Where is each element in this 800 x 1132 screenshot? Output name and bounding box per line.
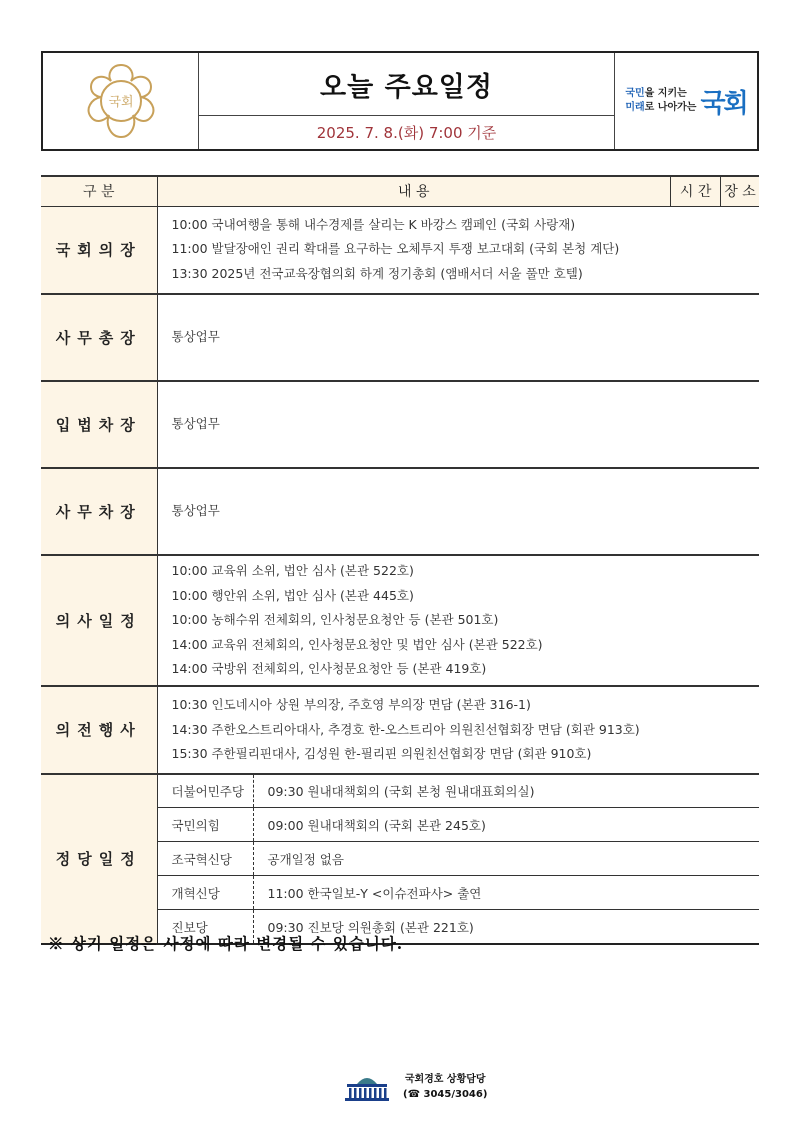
document-header (41, 51, 759, 151)
party-event: 09:00 원내대책회의 (국회 본관 245호) (253, 808, 759, 842)
content-cell (157, 206, 759, 294)
list-item: 13:30 2025년 전국교육장협의회 하계 정기총회 (앰배서더 서울 풀만 호텔) (171, 266, 583, 282)
disclaimer-note: ※ 상기 일정은 사정에 따라 변경될 수 있습니다. (48, 934, 404, 953)
col-header-content: 내 용 (157, 176, 671, 206)
party-row (41, 774, 759, 808)
slogan-logo: 국민을 지키는 미래로 나아가는 국회 (615, 53, 757, 149)
footer (343, 1072, 487, 1102)
table-row (41, 686, 759, 774)
party-event: 공개일정 없음 (253, 842, 759, 876)
national-assembly-emblem-icon (79, 59, 163, 143)
list-item: 14:30 주한오스트리아대사, 추경호 한-오스트리아 의원친선협회장 면담 (회관 913호) (171, 721, 640, 737)
table-row (41, 206, 759, 294)
party-name: 개혁신당 (157, 876, 253, 910)
list-item: 10:30 인도네시아 상원 부의장, 주호영 부의장 면담 (본관 316-1) (171, 697, 531, 713)
list-item: 14:00 국방위 전체회의, 인사청문요청안 등 (본관 419호) (171, 661, 487, 677)
footer-department: 국회경호 상황담당 (404, 1074, 486, 1085)
table-row (41, 294, 759, 381)
list-item: 10:00 국내여행을 통해 내수경제를 살리는 K 바캉스 캠페인 (국회 사랑재) (171, 216, 576, 232)
content-cell (157, 555, 759, 686)
category-cell: 입법차장 (41, 381, 157, 468)
table-row (41, 555, 759, 686)
content-cell: 통상업무 (157, 468, 759, 555)
party-event: 09:30 진보당 의원총회 (본관 221호) (253, 910, 759, 944)
content-cell: 통상업무 (157, 381, 759, 468)
content-cell (157, 686, 759, 774)
category-cell: 사무차장 (41, 468, 157, 555)
table-row (41, 468, 759, 555)
emblem-cell (43, 53, 199, 149)
party-name: 진보당 (157, 910, 253, 944)
content-cell: 통상업무 (157, 294, 759, 381)
col-header-category: 구 분 (41, 176, 157, 206)
slogan-brand: 국회 (700, 88, 747, 119)
col-header-time: 시 간 (671, 176, 721, 206)
party-name: 조국혁신당 (157, 842, 253, 876)
list-item: 14:00 교육위 전체회의, 인사청문요청안 및 법안 심사 (본관 522호) (171, 636, 543, 652)
table-row (41, 381, 759, 468)
reference-date: 2025. 7. 8.(화) 7:00 기준 (316, 124, 497, 142)
assembly-building-icon (343, 1072, 391, 1102)
table-header-row (41, 176, 759, 206)
category-cell: 국회의장 (41, 206, 157, 294)
party-name: 더불어민주당 (157, 774, 253, 808)
list-item: 10:00 교육위 소위, 법안 심사 (본관 522호) (171, 563, 414, 578)
page-title: 오늘 주요일정 (199, 53, 614, 116)
category-cell: 사무총장 (41, 294, 157, 381)
party-event: 11:00 한국일보-Y <이슈전파사> 출연 (253, 876, 759, 910)
schedule-table (41, 175, 759, 945)
category-cell: 의사일정 (41, 555, 157, 686)
list-item: 10:00 행안위 소위, 법안 심사 (본관 445호) (171, 587, 414, 603)
list-item: 11:00 발달장애인 권리 확대를 요구하는 오체투지 투쟁 보고대회 (국회 본청 계단) (171, 241, 620, 257)
category-cell: 의전행사 (41, 686, 157, 774)
col-header-place: 장 소 (721, 176, 759, 206)
list-item: 15:30 주한필리핀대사, 김성원 한-필리핀 의원친선협회장 면담 (회관 910호) (171, 746, 592, 762)
footer-phone: (☎ 3045/3046) (403, 1089, 488, 1100)
svg-text:국회: 국회 (107, 95, 134, 110)
party-name: 국민의힘 (157, 808, 253, 842)
party-event: 09:30 원내대책회의 (국회 본청 원내대표회의실) (253, 774, 759, 808)
list-item: 10:00 농해수위 전체회의, 인사청문요청안 등 (본관 501호) (171, 612, 499, 628)
category-cell: 정당일정 (41, 774, 157, 944)
